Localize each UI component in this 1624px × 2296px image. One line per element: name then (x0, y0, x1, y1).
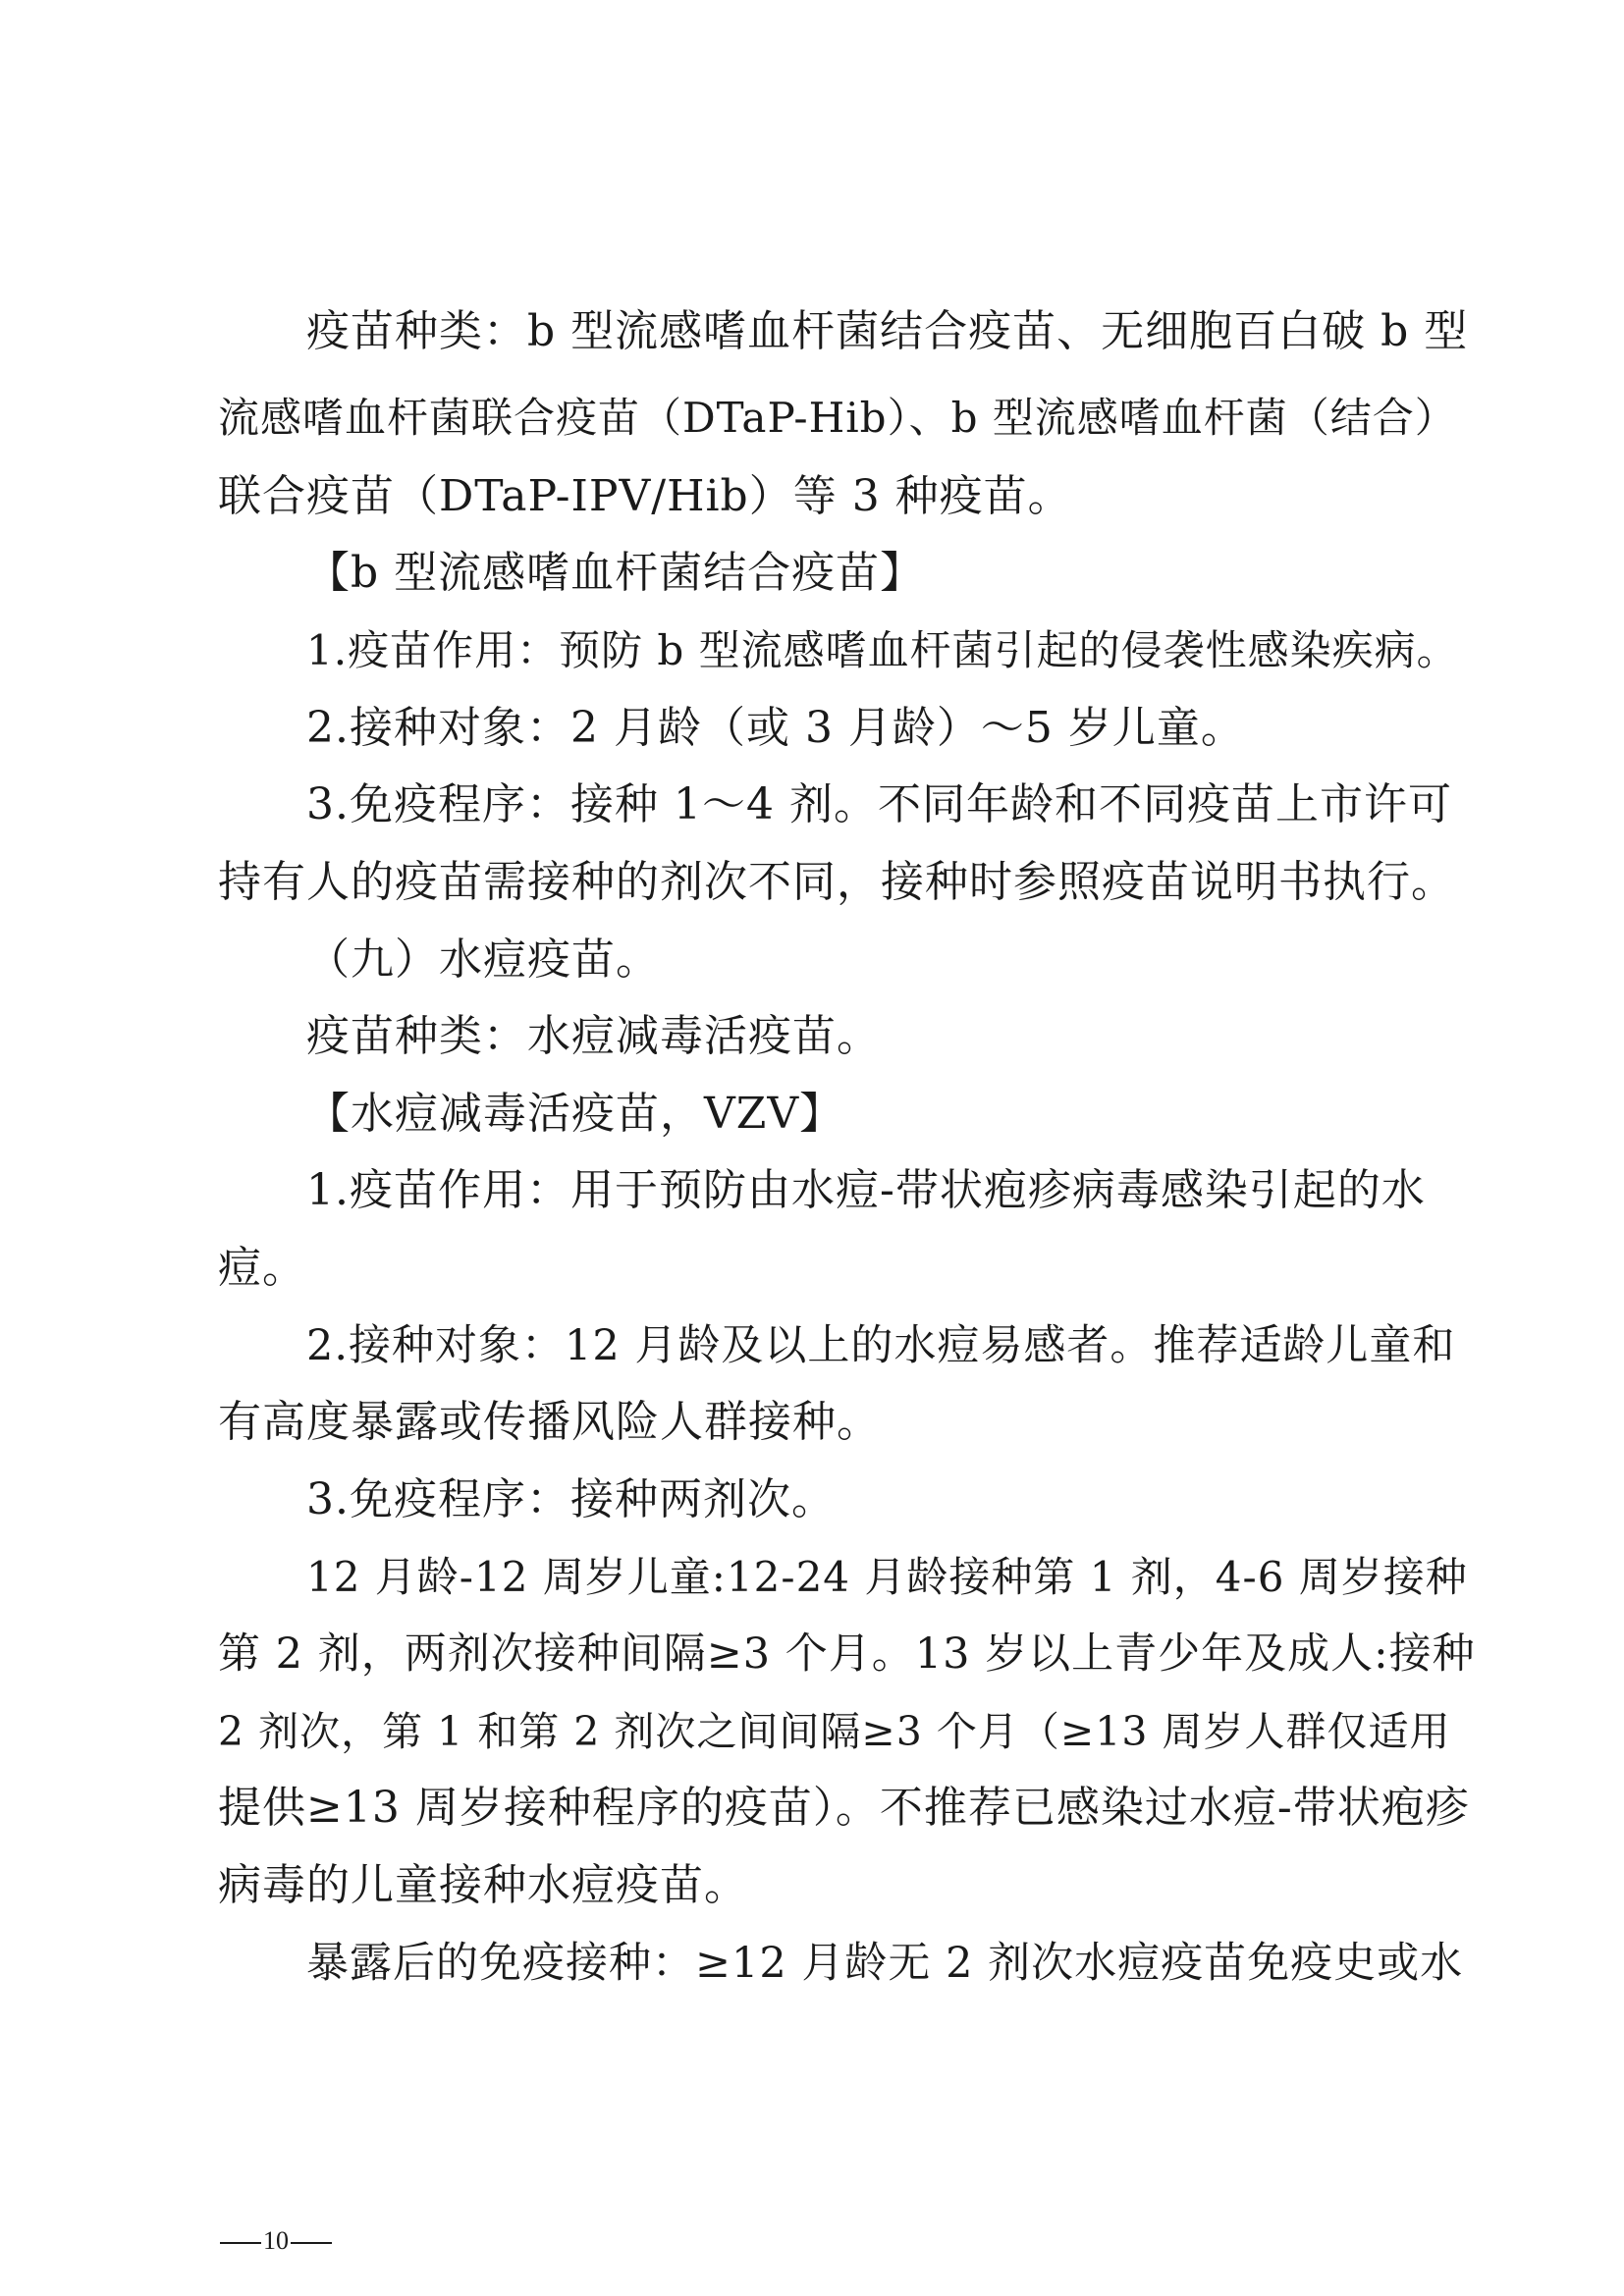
text-line: 病毒的儿童接种水痘疫苗。 (218, 1860, 748, 1910)
page-number-text: 10 (263, 2226, 289, 2255)
text-line: 3.免疫程序：接种 1～4 剂。不同年龄和不同疫苗上市许可 (306, 779, 1452, 829)
section-heading: 【水痘减毒活疫苗，VZV】 (306, 1089, 844, 1139)
text-line: 痘。 (218, 1243, 306, 1293)
text-line: 提供≥13 周岁接种程序的疫苗）。不推荐已感染过水痘-带状疱疹 (218, 1783, 1470, 1833)
section-heading: 【b 型流感嗜血杆菌结合疫苗】 (306, 548, 925, 598)
text-line: 暴露后的免疫接种：≥12 月龄无 2 剂次水痘疫苗免疫史或水 (306, 1939, 1464, 1988)
text-line: 12 月龄-12 周岁儿童:12-24 月龄接种第 1 剂，4-6 周岁接种 (306, 1553, 1468, 1601)
text-line: 2.接种对象：2 月龄（或 3 月龄）～5 岁儿童。 (306, 703, 1245, 753)
text-line: 有高度暴露或传播风险人群接种。 (218, 1397, 881, 1447)
folio-dash-right (291, 2242, 332, 2244)
text-line: 持有人的疫苗需接种的剂次不同，接种时参照疫苗说明书执行。 (218, 857, 1455, 907)
text-line: 2 剂次，第 1 和第 2 剂次之间间隔≥3 个月（≥13 周岁人群仅适用 (218, 1708, 1451, 1755)
page-number (218, 2226, 334, 2256)
text-line: 流感嗜血杆菌联合疫苗（DTaP-Hib）、b 型流感嗜血杆菌（结合） (218, 394, 1457, 442)
text-line: 疫苗种类：b 型流感嗜血杆菌结合疫苗、无细胞百白破 b 型 (306, 306, 1469, 356)
text-line: 1.疫苗作用：预防 b 型流感嗜血杆菌引起的侵袭性感染疾病。 (306, 626, 1459, 674)
section-heading: （九）水痘疫苗。 (306, 934, 660, 985)
text-line: 联合疫苗（DTaP-IPV/Hib）等 3 种疫苗。 (218, 471, 1072, 521)
text-line: 2.接种对象：12 月龄及以上的水痘易感者。推荐适龄儿童和 (306, 1321, 1456, 1370)
text-line: 3.免疫程序：接种两剂次。 (306, 1474, 836, 1524)
text-line: 第 2 剂，两剂次接种间隔≥3 个月。13 岁以上青少年及成人:接种 (218, 1629, 1476, 1679)
text-line: 疫苗种类：水痘减毒活疫苗。 (306, 1011, 881, 1061)
text-line: 1.疫苗作用：用于预防由水痘-带状疱疹病毒感染引起的水 (306, 1165, 1426, 1215)
folio-dash-left (220, 2242, 261, 2244)
